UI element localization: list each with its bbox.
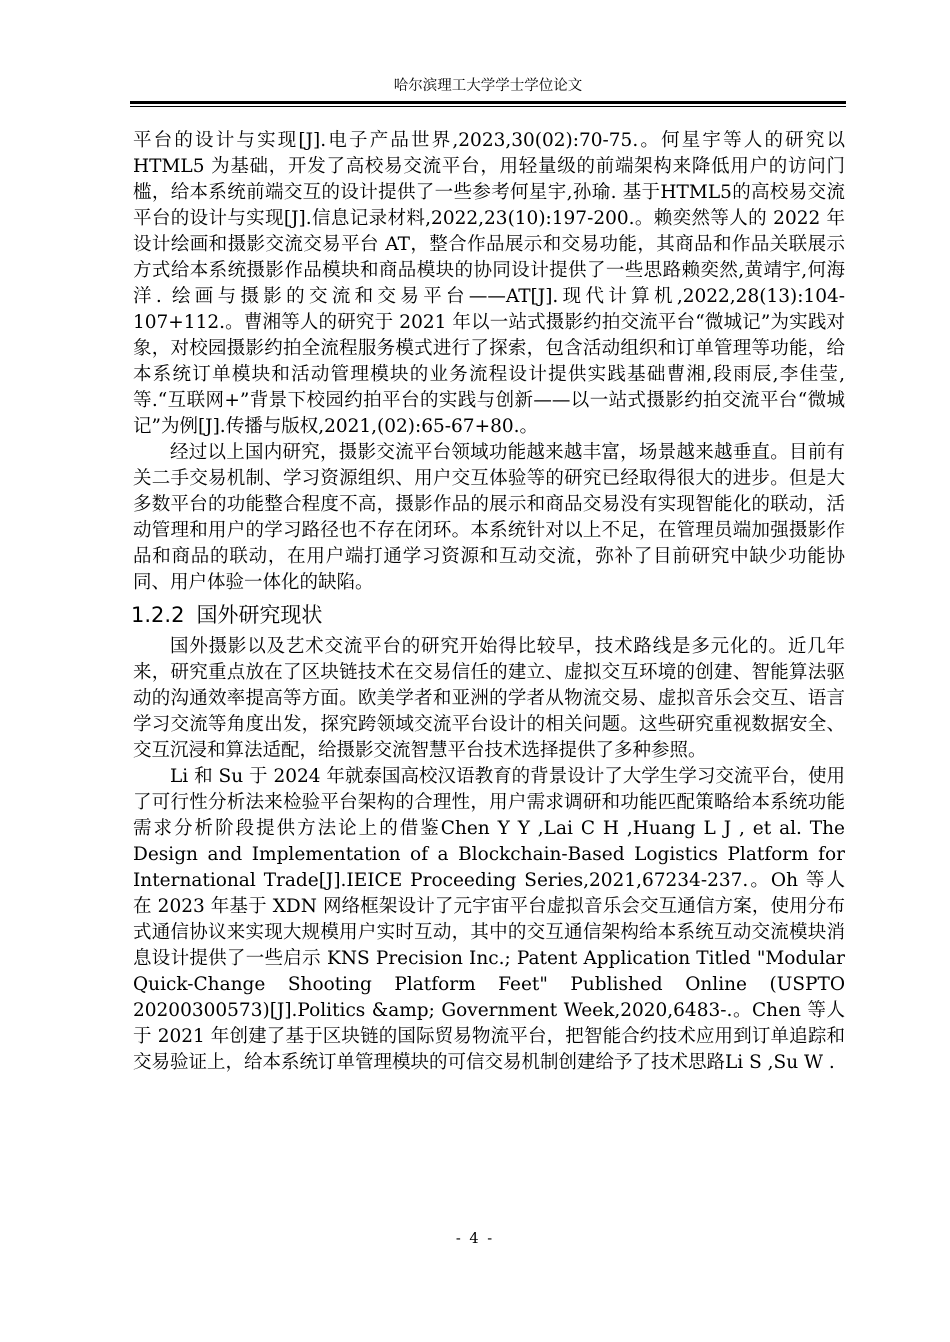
section-heading <box>131 600 845 630</box>
paragraph-domestic-continued: 平台的设计与实现[J].电子产品世界,2023,30(02):70-75.。何星宇等人的研究以 HTML5 为基础，开发了高校易交流平台，用轻量级的前端架构来降低用户的访问门槛，给本系统前端交互的设计提供了一些参考何星宇,孙瑜. 基于HTML5的高校易交流平台的设计与实现[J].信息记录材料,2022,23(10):197-200.。赖奕然等人的 2022 年设计绘画和摄影交流交易平台 AT，整合作品展示和交易功能，其商品和作品关联展示方式给本系统摄影作品模块和商品模块的协同设计提供了一些思路赖奕然,黄靖宇,何海洋. 绘画与摄影的交流和交易平台——AT[J].现代计算机,2022,28(13):104-107+112.。曹湘等人的研究于 2021 年以一站式摄影约拍交流平台“微城记”为实践对象，对校园摄影约拍全流程服务模式进行了探索，包含活动组织和订单管理等功能，给本系统订单模块和活动管理模块的业务流程设计提供实践基础曹湘,段雨辰,李佳莹,等.“互联网+”背景下校园约拍平台的实践与创新——以一站式摄影约拍交流平台“微城记”为例[J].传播与版权,2021,(02):65-67+80.。 <box>133 130 845 437</box>
body-text <box>133 128 845 1076</box>
page-number: - 4 - <box>455 1231 495 1247</box>
paragraph-domestic-summary: 经过以上国内研究，摄影交流平台领域功能越来越丰富，场景越来越垂直。目前有关二手交易机制、学习资源组织、用户交互体验等的研究已经取得很大的进步。但是大多数平台的功能整合程度不高，摄影作品的展示和商品交易没有实现智能化的联动，活动管理和用户的学习路径也不存在闭环。本系统针对以上不足，在管理员端加强摄影作品和商品的联动，在用户端打通学习资源和互动交流，弥补了目前研究中缺少功能协同、用户体验一体化的缺陷。 <box>133 442 845 593</box>
header-rule-thin <box>130 106 846 107</box>
paragraph-foreign-overview: 国外摄影以及艺术交流平台的研究开始得比较早，技术路线是多元化的。近几年来，研究重点放在了区块链技术在交易信任的建立、虚拟交互环境的创建、智能算法驱动的沟通效率提高等方面。欧美学者和亚洲的学者从物流交易、虚拟音乐会交互、语言学习交流等角度出发，探究跨领域交流平台设计的相关问题。这些研究重视数据安全、交互沉浸和算法适配，给摄影交流智慧平台技术选择提供了多种参照。 <box>133 636 845 761</box>
section-title: 国外研究现状 <box>196 603 323 627</box>
section-number: 1.2.2 <box>131 603 185 627</box>
header-rule <box>130 101 846 104</box>
paragraph-foreign-studies: Li 和 Su 于 2024 年就泰国高校汉语教育的背景设计了大学生学习交流平台，使用了可行性分析法来检验平台架构的合理性，用户需求调研和功能匹配策略给本系统功能需求分析阶段提供方法论上的借鉴Chen Y Y ,Lai C H ,Huang L J , et al. The Design and Implementation of a Blockchain-Based Logistics Platform for International Trade[J].IEICE Proceeding Series,2021,67234-237.。Oh 等人在 2023 年基于 XDN 网络框架设计了元宇宙平台虚拟音乐会交互通信方案，使用分布式通信协议来实现大规模用户实时互动，其中的交互通信架构给本系统互动交流模块消息设计提供了一些启示 KNS Precision Inc.; Patent Application Titled "Modular Quick-Change Shooting Platform Feet" Published Online (USPTO 20200300573)[J].Politics &amp; Government Week,2020,6483-.。Chen 等人于 2021 年创建了基于区块链的国际贸易物流平台，把智能合约技术应用到订单追踪和交易验证上，给本系统订单管理模块的可信交易机制创建给予了技术思路Li S ,Su W . <box>133 766 845 1073</box>
running-header: 哈尔滨理工大学学士学位论文 <box>393 78 583 94</box>
